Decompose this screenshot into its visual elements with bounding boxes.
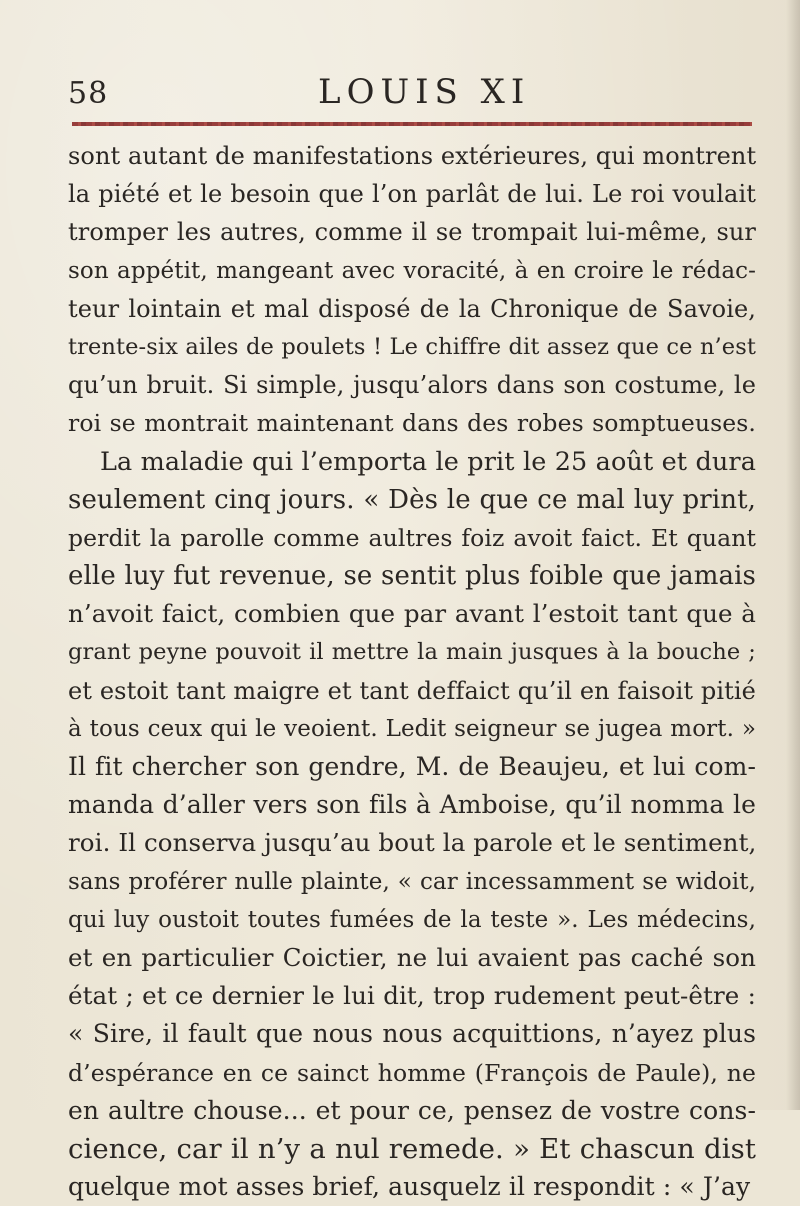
page-edge-shadow	[786, 0, 800, 1110]
text-line: n’avoit faict, combien que par avant l’estoit tant que à	[68, 599, 756, 629]
page-number: 58	[68, 76, 109, 111]
running-title: LOUIS XI	[318, 72, 531, 112]
text-line: sont autant de manifestations extérieures, qui montrent	[68, 142, 757, 170]
text-line: grant peyne pouvoit il mettre la main jusques à la bouche ;	[68, 639, 756, 666]
text-line: roi se montrait maintenant dans des robes somptueuses.	[68, 409, 756, 438]
text-line: quelque mot asses brief, ausquelz il respondit : « J’ay	[68, 1172, 751, 1202]
text-line: état ; et ce dernier le lui dit, trop rudement peut-être :	[68, 981, 756, 1011]
text-line: cience, car il n’y a nul remede. » Et chascun dist	[68, 1132, 756, 1165]
text-line: à tous ceux qui le veoient. Ledit seigneur se jugea mort. »	[68, 715, 756, 742]
text-line: son appétit, mangeant avec voracité, à en croire le rédac-	[68, 257, 756, 284]
text-line: qu’un bruit. Si simple, jusqu’alors dans son costume, le	[68, 371, 756, 400]
text-line-paragraph-start: La maladie qui l’emporta le prit le 25 août et dura	[100, 446, 756, 477]
text-line: « Sire, il fault que nous nous acquittions, n’ayez plus	[68, 1019, 756, 1049]
text-line: teur lointain et mal disposé de la Chronique de Savoie,	[68, 294, 756, 323]
text-line: d’espérance en ce sainct homme (François de Paule), ne	[68, 1058, 756, 1087]
text-line: elle luy fut revenue, se sentit plus foible que jamais	[68, 561, 756, 592]
page-header	[68, 72, 753, 112]
text-line: tromper les autres, comme il se trompait lui-même, sur	[68, 218, 756, 247]
text-line: et estoit tant maigre et tant deffaict qu’il en faisoit pitié	[68, 676, 756, 705]
text-line: manda d’aller vers son fils à Amboise, qu’il nomma le	[68, 790, 756, 820]
text-line: qui luy oustoit toutes fumées de la teste ». Les médecins,	[68, 906, 756, 933]
text-line: la piété et le besoin que l’on parlât de lui. Le roi voulait	[68, 180, 756, 209]
text-line: sans proférer nulle plainte, « car incessamment se widoit,	[68, 868, 756, 895]
text-line: trente-six ailes de poulets ! Le chiffre dit assez que ce n’est	[68, 333, 756, 360]
text-line: roi. Il conserva jusqu’au bout la parole et le sentiment,	[68, 828, 757, 858]
text-line: et en particulier Coictier, ne lui avaient pas caché son	[68, 942, 756, 972]
text-line: perdit la parolle comme aultres foiz avoit faict. Et quant	[68, 523, 756, 552]
text-line: Il fit chercher son gendre, M. de Beaujeu, et lui com-	[68, 752, 756, 781]
header-rule	[72, 122, 752, 126]
text-line: seulement cinq jours. « Dès le que ce mal luy print,	[68, 484, 756, 515]
body-text	[68, 137, 756, 1206]
text-line: en aultre chouse... et pour ce, pensez de vostre cons-	[68, 1095, 756, 1125]
